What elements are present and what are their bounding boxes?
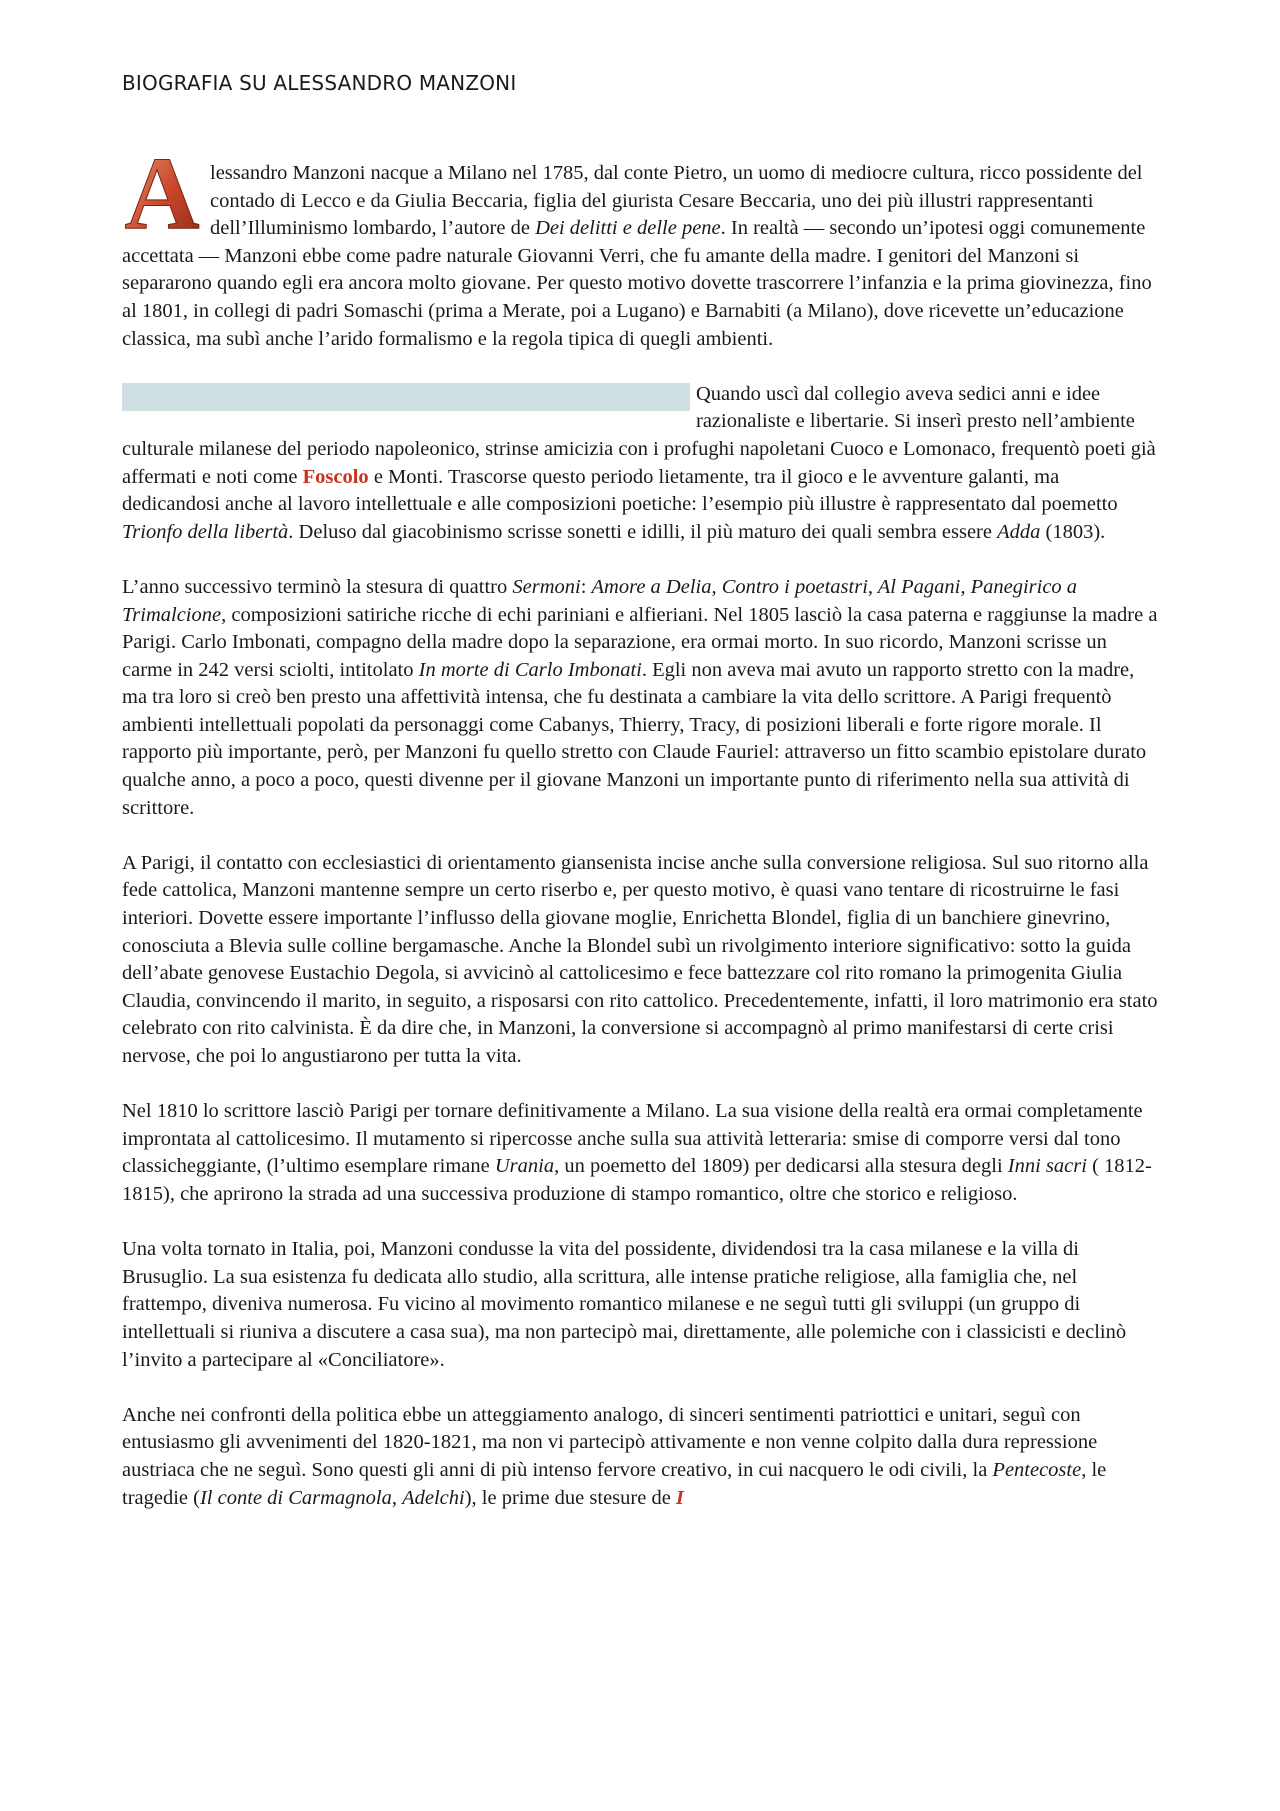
p1-italic-title: Dei delitti e delle pene bbox=[535, 217, 721, 240]
p1-text-2: . In realtà — secondo un’ipotesi oggi comunemente accettata — Manzoni ebbe come padre naturale Giovanni Verri, che fu amante della madre. I genitori del Manzoni si separarono quando egli era ancora molto giovane. Per questo motivo dovette trascorrere l’infanzia e la prima giovinezza, fino al 1801, in collegi di padri Somaschi (prima a Merate, poi a Lugano) e Barnabiti (a Milano), dove ricevette un’educazione classica, ma subì anche l’arido formalismo e la regola tipica di quegli ambienti. bbox=[122, 217, 1152, 350]
p3-text-4: . Egli non aveva mai avuto un rapporto stretto con la madre, ma tra loro si creò ben presto una affettività intensa, che fu destinata a cambiare la vita dello scrittore. A Parigi frequentò ambienti intellettuali popolati da personaggi come Cabanys, Thierry, Tracy, di posizioni liberali e forte rigore morale. Il rapporto più importante, però, per Manzoni fu quello stretto con Claude Fauriel: attraverso un fitto scambio epistolare durato qualche anno, a poco a poco, questi divenne per il giovane Manzoni un importante punto di riferimento nella sua attività di scrittore. bbox=[122, 658, 1147, 819]
p3-text-2: : bbox=[580, 575, 592, 598]
paragraph-2 bbox=[122, 381, 1162, 547]
p2-italic-1: Trionfo della libertà bbox=[122, 520, 289, 543]
p5-italic-1: Urania bbox=[494, 1155, 555, 1178]
p3-text-3: , composizioni satiriche ricche di echi pariniani e alfieriani. Nel 1805 lasciò la casa paterna e raggiunse la madre a Parigi. Carlo Imbonati, compagno della madre dopo la separazione, era ormai morto. In suo ricordo, Manzoni scrisse un carme in 242 versi sciolti, intitolato bbox=[122, 603, 1158, 681]
p7-text-4: ), le prime due stesure de bbox=[464, 1486, 676, 1509]
p5-text-3: ( 1812-1815), che aprirono la strada ad una successiva produzione di stampo romantico, oltre che storico e religioso. bbox=[122, 1155, 1152, 1205]
paragraph-6: Una volta tornato in Italia, poi, Manzoni condusse la vita del possidente, dividendosi tra la casa milanese e la villa di Brusuglio. La sua esistenza fu dedicata allo studio, alla scrittura, alle intense pratiche religiose, alla famiglia che, nel frattempo, diveniva numerosa. Fu vicino al movimento romantico milanese e ne seguì tutti gli sviluppi (un gruppo di intellettuali si riuniva a discutere a casa sua), ma non partecipò mai, direttamente, alle polemiche con i classicisti e declinò l’invito a partecipare al «Conciliatore». bbox=[122, 1238, 1127, 1371]
p3-italic-1: Sermoni bbox=[512, 575, 581, 598]
p2-italic-2: Adda bbox=[997, 520, 1041, 543]
document-title: BIOGRAFIA SU ALESSANDRO MANZONI bbox=[122, 71, 517, 95]
paragraph-4: A Parigi, il contatto con ecclesiastici di orientamento giansenista incise anche sulla conversione religiosa. Sul suo ritorno alla fede cattolica, Manzoni mantenne sempre un certo riserbo e, per questo motivo, è quasi vano tentare di ricostruirne le fasi interiori. Dovette essere importante l’influsso della giovane moglie, Enrichetta Blondel, figlia di un banchiere ginevrino, conosciuta a Blevia sulle colline bergamasche. Anche la Blondel subì un rivolgimento interiore significativo: sotto la guida dell’abate genovese Eustachio Degola, si avvicinò al cattolicesimo e fece battezzare col rito romano la primogenita Giulia Claudia, convincendo il marito, in seguito, a risposarsi con rito cattolico. Precedentemente, infatti, il loro matrimonio era stato celebrato con rito calvinista. È da dire che, in Manzoni, la conversione si accompagnò al primo manifestarsi di certe crisi nervose, che poi lo angustiarono per tutta la vita. bbox=[122, 851, 1158, 1067]
p7-text-3: , bbox=[391, 1486, 403, 1509]
p7-italic-3: Adelchi bbox=[402, 1486, 465, 1509]
p7-italic-2: Il conte di Carmagnola bbox=[199, 1486, 392, 1509]
p5-text-2: , un poemetto del 1809) per dedicarsi alla stesura degli bbox=[554, 1155, 1008, 1178]
p7-text-1: Anche nei confronti della politica ebbe un atteggiamento analogo, di sinceri sentimenti patriottici e unitari, seguì con entusiasmo gli avvenimenti del 1820-1821, ma non vi partecipò attivamente e non venne colpito dalla dura repressione austriaca che ne seguì. Sono questi gli anni di più intenso fervore creativo, in cui nacquero le odi civili, la bbox=[122, 1403, 1098, 1481]
p2-text-3: . Deluso dal giacobinismo scrisse sonetti e idilli, il più maturo dei quali sembra essere bbox=[288, 520, 998, 543]
document-page bbox=[122, 70, 1162, 1540]
image-placeholder bbox=[122, 383, 690, 411]
promessi-sposi-link[interactable]: I bbox=[675, 1486, 684, 1509]
p5-text-1: Nel 1810 lo scrittore lasciò Parigi per tornare definitivamente a Milano. La sua visione della realtà era ormai completamente improntata al cattolicesimo. Il mutamento si ripercosse anche sulla sua attività letteraria: smise di comporre versi dal tono classicheggiante, (l’ultimo esemplare rimane bbox=[122, 1100, 1143, 1178]
paragraph-3 bbox=[122, 574, 1162, 822]
paragraph-1 bbox=[122, 148, 1162, 353]
dropcap-letter-image bbox=[122, 148, 202, 234]
p7-text-2: , le tragedie ( bbox=[122, 1458, 1107, 1509]
paragraph-5 bbox=[122, 1098, 1162, 1208]
p5-italic-2: Inni sacri bbox=[1007, 1155, 1087, 1178]
paragraph-7 bbox=[122, 1402, 1162, 1512]
p2-text-2: e Monti. Trascorse questo periodo lietamente, tra il gioco e le avventure galanti, ma dedicandosi anche al lavoro intellettuale e alle composizioni poetiche: l’esempio più illustre è rappresentato dal poemetto bbox=[122, 465, 1118, 516]
p2-text-4: (1803). bbox=[1040, 520, 1106, 543]
p1-text-1: lessandro Manzoni nacque a Milano nel 1785, dal conte Pietro, un uomo di mediocre cultura, ricco possidente del contado di Lecco e da Giulia Beccaria, figlia del giurista Cesare Beccaria, uno dei più illustri rappresentanti dell’Illuminismo lombardo, l’autore de bbox=[210, 162, 1143, 240]
p3-italic-3: In morte di Carlo Imbonati bbox=[418, 658, 642, 681]
p2-text-1: Quando uscì dal collegio aveva sedici anni e idee razionaliste e libertarie. Si inserì presto nell’ambiente culturale milanese del periodo napoleonico, strinse amicizia con i profughi napoletani Cuoco e Lomonaco, frequentò poeti già affermati e noti come bbox=[122, 382, 1156, 488]
p3-italic-2: Amore a Delia, Contro i poetastri, Al Pagani, Panegirico a Trimalcione bbox=[122, 575, 1078, 626]
foscolo-link[interactable]: Foscolo bbox=[302, 465, 369, 488]
dropcap-glyph: A bbox=[124, 148, 200, 234]
p7-italic-1: Pentecoste bbox=[992, 1458, 1082, 1481]
p3-text-1: L’anno successivo terminò la stesura di quattro bbox=[122, 575, 513, 598]
